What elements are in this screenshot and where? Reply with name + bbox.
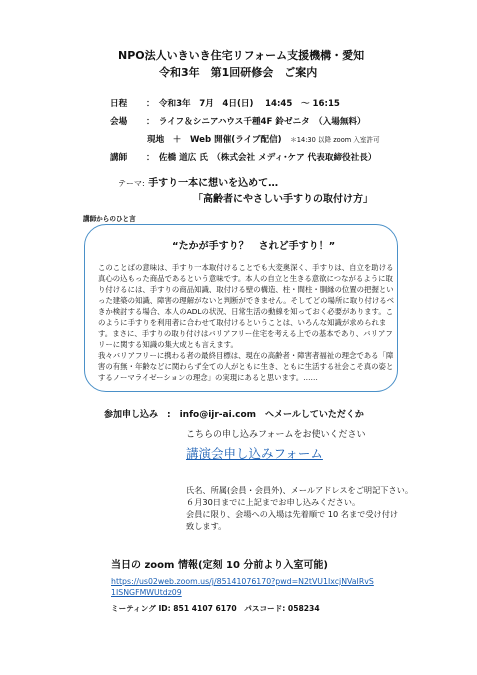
registration-notes: [186, 484, 413, 532]
lecturer-row: [110, 151, 376, 163]
theme-subtitle: 「高齢者にやさしい手すりの取付け方」: [193, 194, 373, 205]
lecturer-value: ： 佐橋 道広 氏 （株式会社 メディ･ケア 代表取締役社長）: [146, 153, 377, 163]
message-paragraph-1: このことばの意味は、手すり一本取付けることでも大変奥深く、手すりは、自立を助ける真心の込もった商品であるという意味です。本人の自立と生きる意欲につながるように取り付けるには、手すりの商品知識、取付ける壁の構造、柱・間柱・胴縁の位置の把握といった建築の知識、障害の理解がないと判断ができません。そしてどの場所に取り付けるべきか検討する場合、本人のADLの状況、日常生活の動線を知っておく必要があります。このように手すりを利用者に合わせて取付けるということは、いろんな知識が求められます。まさに、手すりの取り付けはバリアフリー住宅を考える上での基本であり、バリアフリーに関する知識の集大成とも言えます。: [98, 263, 395, 349]
theme-title: 手すり一本に想いを込めて…: [148, 178, 279, 189]
registration-email-line: 参加申し込み : info@ijr-ai.com へメールしていただくか: [104, 410, 364, 420]
note-capacity: 会員に限り、会場への入場は先着順で 10 名まで受け付け: [186, 509, 399, 519]
registration-form-link[interactable]: 講演会申し込みフォーム: [186, 446, 323, 461]
zoom-entry-note: ＊14:30 以降 zoom 入室許可: [290, 136, 380, 144]
theme-label: テーマ:: [118, 179, 145, 188]
note-deadline: ６月30日までに上記までお申し込みください。: [186, 497, 361, 507]
message-paragraph-2: 我々バリアフリーに携わる者の最終目標は、現在の高齢者・障害者福祉の理念である「障害の有無・年齢などに関わらず全ての人がともに生き、ともに生活する社会こそ真の姿とするノーマライゼーションの理念」の実現にあると思います。……: [98, 351, 394, 382]
date-value: ： 令和3年 7月 4日(日) 14:45 ～ 16:15: [146, 99, 340, 109]
registration-form-line: こちらの申し込みフォームをお使いください: [186, 430, 366, 440]
date-row: [110, 97, 340, 109]
zoom-info-title: 当日の zoom 情報(定刻 10 分前より入室可能): [111, 560, 328, 571]
zoom-link-line1[interactable]: https://us02web.zoom.us/j/85141076170?pwd=N2tVU1IxcjNVaIRvS: [111, 577, 374, 586]
note-contact-details: 氏名、所属(会員・会員外)、メールアドレスをご明記下さい。: [186, 485, 414, 495]
zoom-link-line2[interactable]: 1ISNGFMWUtdz09: [111, 588, 182, 597]
note-capacity-cont: 致します。: [186, 521, 227, 531]
quote-title: “たかが手すり？ されど手すり！”: [172, 241, 336, 252]
venue-value: ： ライフ＆シニアハウス千種4F 鈴ゼニタ （入場無料）: [146, 117, 366, 127]
venue-format-text: 現地 ＋ Web 開催(ライブ配信): [147, 135, 282, 145]
theme-line1: [118, 174, 278, 189]
org-title: NPO法人いきいき住宅リフォーム支援機構・愛知: [118, 49, 365, 62]
lecturer-label: 講師: [110, 153, 128, 163]
zoom-meeting-id: ミーティング ID: 851 4107 6170 パスコード: 058234: [111, 604, 320, 613]
venue-label: 会場: [110, 117, 128, 127]
date-label: 日程: [110, 99, 128, 109]
lecturer-message-body: [98, 262, 398, 383]
venue-row: [110, 115, 366, 127]
venue-format: [147, 133, 380, 145]
zoom-meeting-link[interactable]: [111, 576, 374, 598]
event-title: 令和3年 第1回研修会 ご案内: [159, 66, 318, 79]
lecturer-message-heading: 講師からのひと言: [83, 215, 136, 223]
